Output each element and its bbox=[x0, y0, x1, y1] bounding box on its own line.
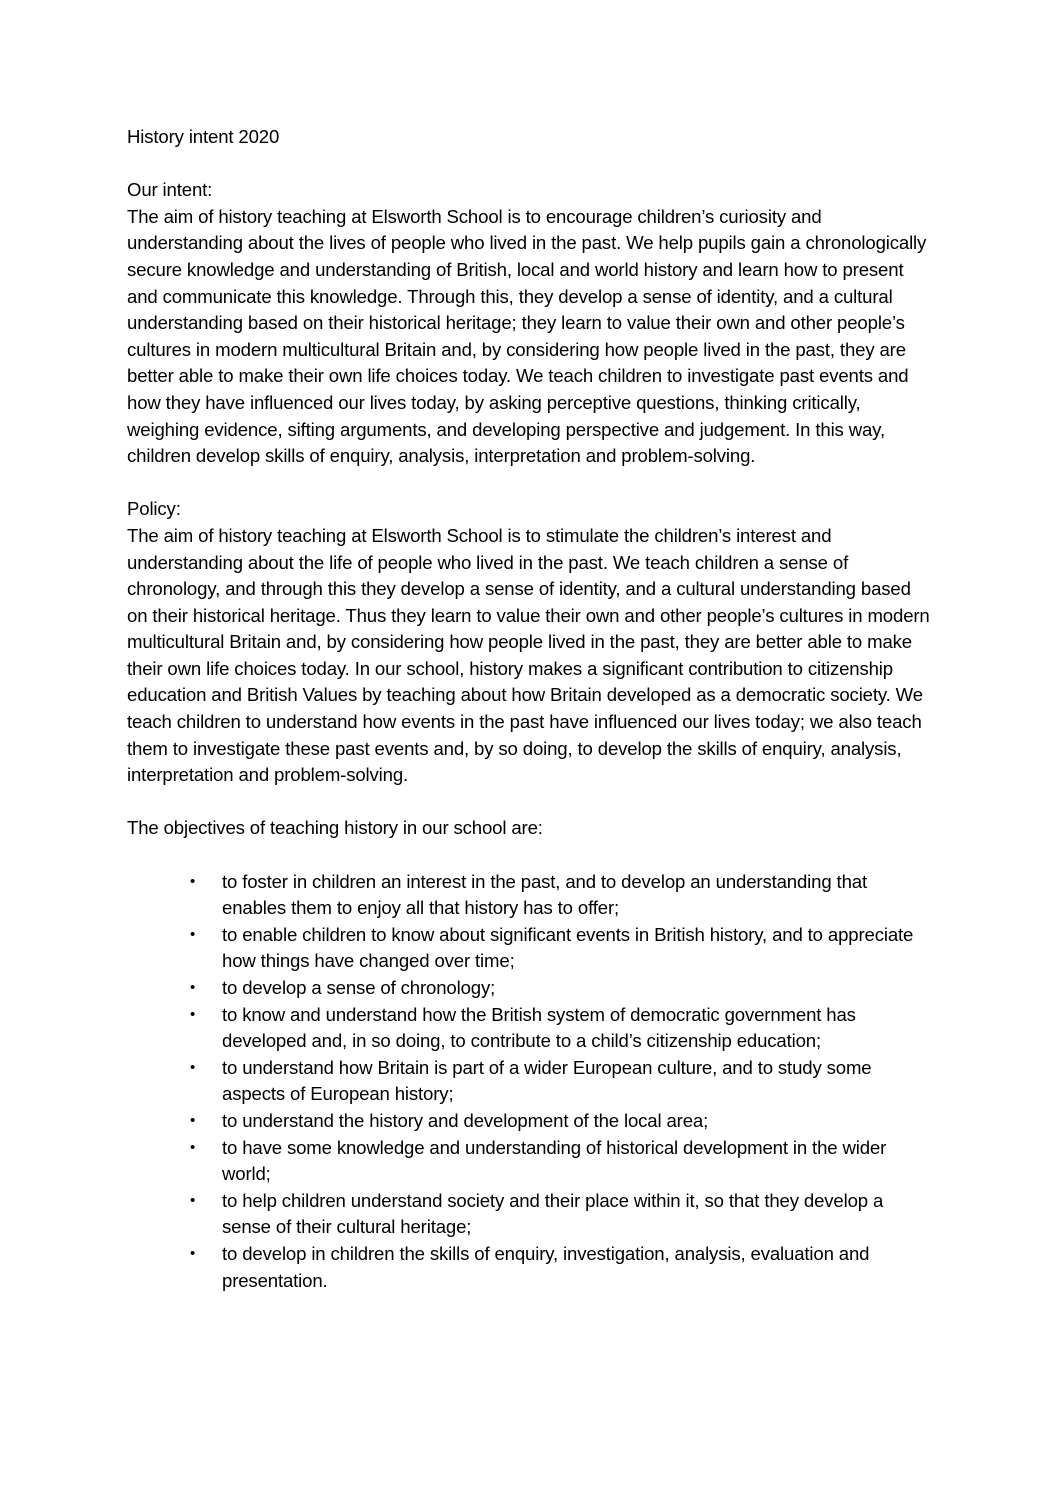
list-item bbox=[190, 869, 933, 922]
document-title: History intent 2020 bbox=[127, 126, 280, 147]
list-item bbox=[190, 1241, 933, 1294]
bullet-icon: • bbox=[190, 1244, 196, 1262]
list-item bbox=[190, 1055, 933, 1108]
list-item-text: to develop a sense of chronology; bbox=[222, 977, 496, 998]
bullet-icon: • bbox=[190, 1111, 196, 1129]
list-item bbox=[190, 1188, 933, 1241]
list-item-text: to understand how Britain is part of a wider European culture, and to study some aspects of European history; bbox=[222, 1056, 872, 1105]
list-item bbox=[190, 922, 933, 975]
list-item-text: to have some knowledge and understanding of historical development in the wider world; bbox=[222, 1136, 887, 1185]
section-body-policy: The aim of history teaching at Elsworth School is to stimulate the children’s interest and understanding about the life of people who lived in the past. We teach children a sense of chronology, and through this they develop a sense of identity, and a cultural understanding based on their historical heritage. Thus they learn to value their own and other people’s cultures in modern multicultural Britain and, by considering how people lived in the past, they are better able to make their own life choices today. In our school, history makes a significant contribution to citizenship education and British Values by teaching about how Britain developed as a democratic society. We teach children to understand how events in the past have influenced our lives today; we also teach them to investigate these past events and, by so doing, to develop the skills of enquiry, analysis, interpretation and problem-solving. bbox=[127, 524, 930, 786]
list-item-text: to know and understand how the British system of democratic government has developed and, in so doing, to contribute to a child’s citizenship education; bbox=[222, 1003, 856, 1052]
document-content bbox=[127, 124, 933, 1294]
list-item-text: to develop in children the skills of enquiry, investigation, analysis, evaluation and presentation. bbox=[222, 1242, 870, 1291]
list-item-text: to foster in children an interest in the past, and to develop an understanding that enables them to enjoy all that history has to offer; bbox=[222, 870, 867, 919]
list-item bbox=[190, 1002, 933, 1055]
section-heading-policy: Policy: bbox=[127, 498, 181, 520]
list-item-text: to enable children to know about significant events in British history, and to appreciate how things have changed over time; bbox=[222, 923, 914, 972]
list-item-text: to help children understand society and their place within it, so that they develop a sense of their cultural heritage; bbox=[222, 1189, 884, 1238]
list-item bbox=[190, 1108, 933, 1135]
section-heading-our-intent: Our intent: bbox=[127, 179, 213, 201]
objectives-list bbox=[127, 869, 933, 1295]
list-item bbox=[190, 975, 933, 1002]
bullet-icon: • bbox=[190, 1058, 196, 1076]
bullet-icon: • bbox=[190, 925, 196, 943]
list-item-text: to understand the history and development of the local area; bbox=[222, 1109, 709, 1131]
bullet-icon: • bbox=[190, 1191, 196, 1209]
bullet-icon: • bbox=[190, 979, 196, 996]
section-body-our-intent: The aim of history teaching at Elsworth School is to encourage children’s curiosity and understanding about the lives of people who lived in the past. We help pupils gain a chronologically secure knowledge and understanding of British, local and world history and learn how to present and communicate this knowledge. Through this, they develop a sense of identity, and a cultural understanding based on their historical heritage; they learn to value their own and other people’s cultures in modern multicultural Britain and, by considering how people lived in the past, they are better able to make their own life choices today. We teach children to investigate past events and how they have influenced our lives today, by asking perceptive questions, thinking critically, weighing evidence, sifting arguments, and developing perspective and judgement. In this way, children develop skills of enquiry, analysis, interpretation and problem-solving. bbox=[127, 205, 927, 467]
bullet-icon: • bbox=[190, 872, 196, 890]
objectives-intro: The objectives of teaching history in our school are: bbox=[127, 817, 543, 839]
bullet-icon: • bbox=[190, 1138, 196, 1156]
bullet-icon: • bbox=[190, 1005, 196, 1023]
list-item bbox=[190, 1135, 933, 1188]
